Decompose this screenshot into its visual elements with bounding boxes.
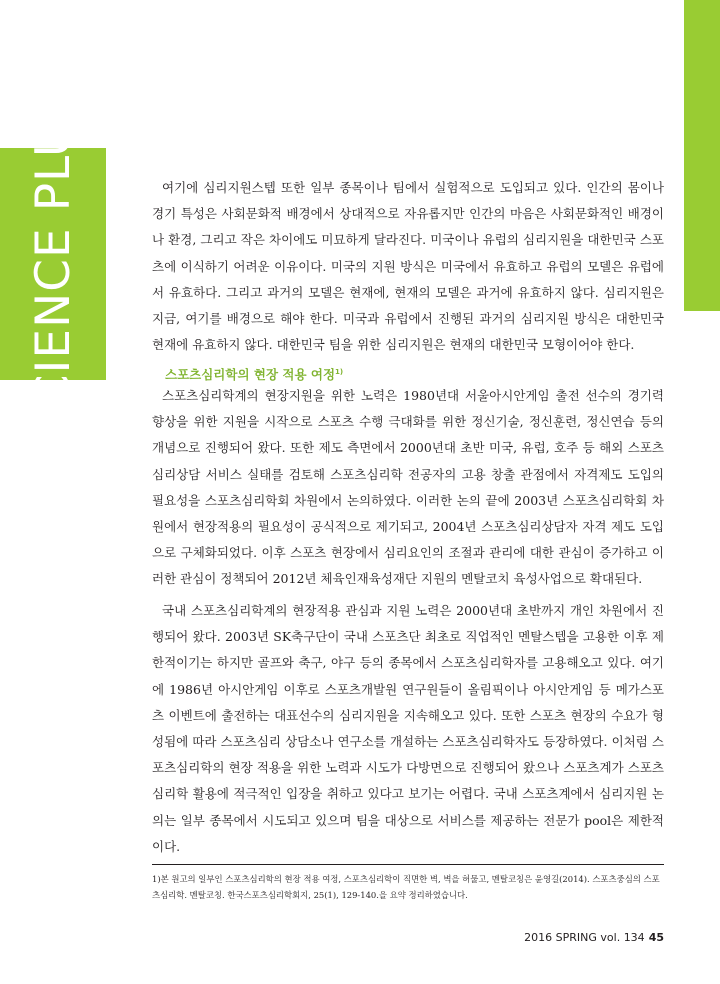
page-number: 45 bbox=[648, 931, 664, 944]
footnote-marker: 1) bbox=[335, 368, 344, 376]
sidebar-title-text: SCIENCE PLUS bbox=[26, 90, 82, 438]
top-accent-bar bbox=[684, 0, 720, 311]
body-paragraph-2: 스포츠심리학계의 현장지원을 위한 노력은 1980년대 서울아시안게임 출전 선수의 경기력 향상을 위한 지원을 시작으로 스포츠 수행 극대화를 위한 정신기술, 정신훈련, 정신연습 등의 개념으로 진행되어 왔다. 또한 제도 측면에서 2000년대 초반 미국, 유럽, 호주 등 해외 스포츠심리상담 서비스 실태를 검토해 스포츠심리학 전공자의 고용 창출 관점에서 자격제도 도입의 필요성을 스포츠심리학회 차원에서 논의하였다. 이러한 논의 끝에 2003년 스포츠심리학회 차원에서 현장적용의 필요성이 공식적으로 제기되고, 2004년 스포츠심리상담자 자격 제도 도입으로 구체화되었다. 이후 스포츠 현장에서 심리요인의 조절과 관리에 대한 관심이 증가하고 이러한 관심이 정책되어 2012년 체육인재육성재단 지원의 멘탈코치 육성사업으로 확대된다. bbox=[152, 388, 664, 587]
section-heading-text: 스포츠심리학의 현장 적용 여정 bbox=[165, 367, 336, 383]
issue-label: 2016 SPRING vol. 134 bbox=[524, 931, 645, 944]
body-paragraph-1: 여기에 심리지원스텝 또한 일부 종목이나 팀에서 실험적으로 도입되고 있다. 인간의 몸이나 경기 특성은 사회문화적 배경에서 상대적으로 자유롭지만 인간의 마음은 사회문화적인 배경이나 환경, 그리고 작은 차이에도 미묘하게 달라진다. 미국이나 유럽의 심리지원을 대한민국 스포츠에 이식하기 어려운 이유이다. 미국의 지원 방식은 미국에서 유효하고 유럽의 모델은 유럽에서 유효하다. 그리고 과거의 모델은 현재에, 현재의 모델은 과거에 유효하지 않다. 심리지원은 지금, 여기를 배경으로 해야 한다. 미국과 유럽에서 진행된 과거의 심리지원 방식은 대한민국 현재에 유효하지 않다. 대한민국 팀을 위한 심리지원은 현재의 대한민국 모형이어야 한다. bbox=[152, 180, 664, 353]
body-paragraph-3: 국내 스포츠심리학계의 현장적용 관심과 지원 노력은 2000년대 초반까지 개인 차원에서 진행되어 왔다. 2003년 SK축구단이 국내 스포츠단 최초로 직업적인 멘탈스텝을 고용한 이후 제한적이기는 하지만 골프와 축구, 야구 등의 종목에서 스포츠심리학자를 고용해오고 있다. 여기에 1986년 아시안게임 이후로 스포츠개발원 연구원들이 올림픽이나 아시안게임 등 메가스포츠 이벤트에 출전하는 대표선수의 심리지원을 지속해오고 있다. 또한 스포츠 현장의 수요가 형성됨에 따라 스포츠심리 상담소나 연구소를 개설하는 스포츠심리학자도 등장하였다. 이처럼 스포츠심리학의 현장 적용을 위한 노력과 시도가 다방면으로 진행되어 왔으나 스포츠계가 스포츠심리학 활용에 적극적인 입장을 취하고 있다고 보기는 어렵다. 국내 스포츠계에서 심리지원 논의는 일부 종목에서 시도되고 있으며 팀을 대상으로 서비스를 제공하는 전문가 pool은 제한적이다. bbox=[152, 603, 664, 854]
page-footer bbox=[520, 931, 664, 944]
footnote: 1)본 원고의 일부인 스포츠심리학의 현장 적용 여정, 스포츠심리학이 직면한 벽, 벽을 허물고, 멘탈코칭은 윤영길(2014). 스포츠중심의 스포츠심리학. 멘탈코칭. 한국스포츠심리학회지, 25(1), 129-140.을 요약 정리하였습니다. bbox=[152, 874, 660, 900]
section-heading bbox=[165, 363, 343, 384]
footnote-divider bbox=[152, 864, 664, 865]
sidebar-title bbox=[2, 90, 106, 438]
